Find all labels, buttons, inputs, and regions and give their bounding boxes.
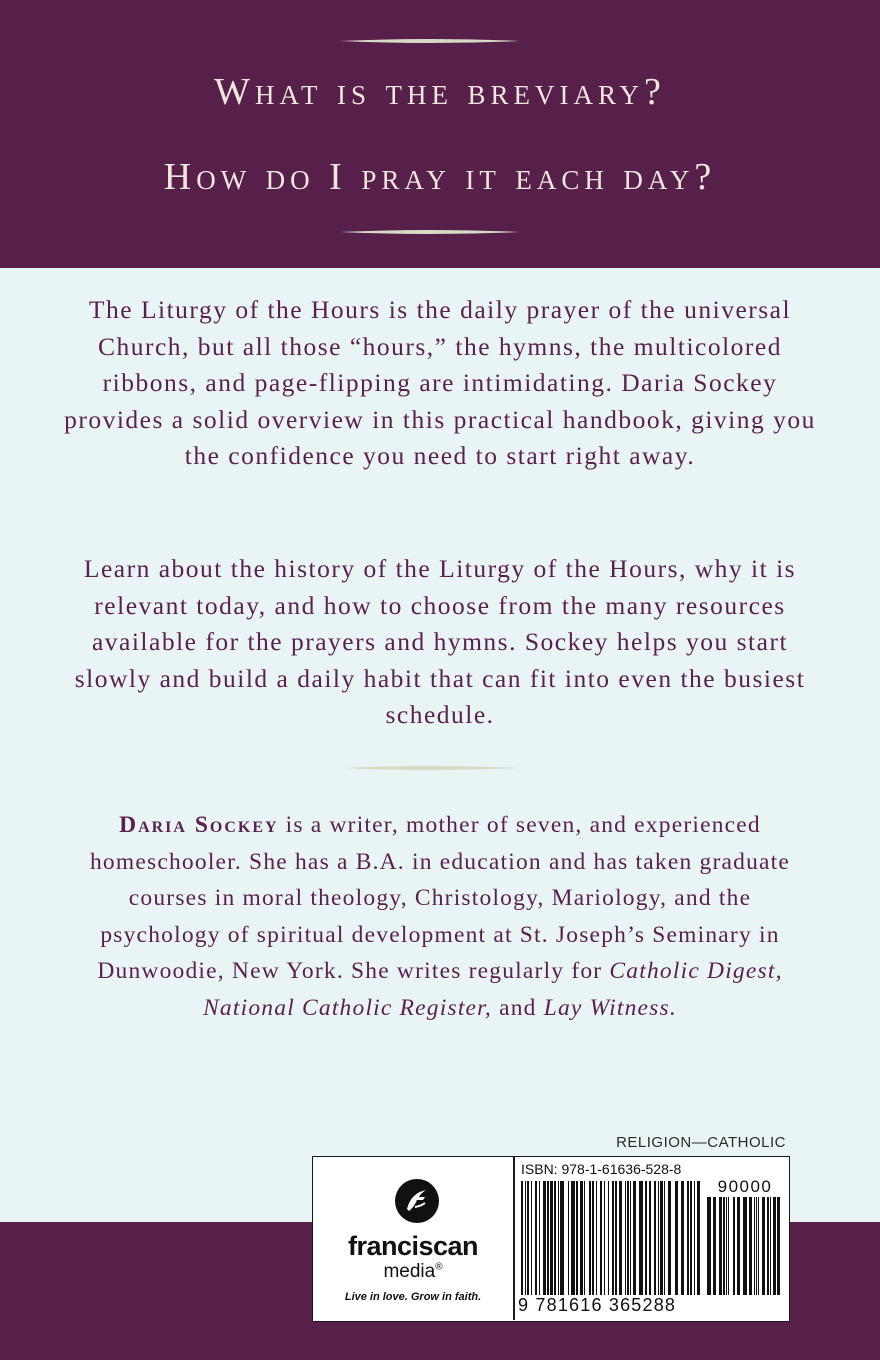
trademark-symbol: ® xyxy=(435,1261,443,1273)
publisher-media-word: media xyxy=(383,1261,436,1282)
label-divider xyxy=(513,1157,515,1320)
isbn-label: ISBN: 978-1-61636-528-8 xyxy=(521,1161,682,1177)
publisher-name: franciscan xyxy=(347,1231,479,1261)
category-label: RELIGION—CATHOLIC xyxy=(616,1134,786,1151)
top-ornament-rule xyxy=(340,38,520,44)
barcode-addon-digits: 90000 xyxy=(717,1177,773,1196)
description-paragraph-1: The Liturgy of the Hours is the daily prayer of the universal Church, but all those “hours,” the hymns, the multicolored ribbons, and page-flipping are intimidating. Daria Sockey provides a solid overview in this practical handbook, giving you the confidence you need to start right away. xyxy=(64,295,816,470)
publication-lay-witness: Lay Witness. xyxy=(543,994,677,1021)
barcode-addon xyxy=(707,1197,783,1295)
author-name: Daria Sockey xyxy=(119,812,279,838)
top-banner xyxy=(0,0,880,268)
franciscan-media-logo-icon xyxy=(395,1179,439,1223)
bio-text-1: is a writer, mother of seven, and experienced homeschooler. She has a B.A. in education and has taken graduate courses in moral theology, Christology, Mariology, and the psychology of spiritual development at St. Joseph’s Seminary in Dunwoodie, New York. She writes regularly for xyxy=(89,812,791,984)
bottom-ornament-rule xyxy=(340,229,520,235)
publication-catholic-digest: Catholic Digest, xyxy=(609,958,783,984)
publisher-barcode-label xyxy=(312,1156,790,1322)
headline-line-2: How do I pray it each day? xyxy=(163,156,717,198)
publication-national-catholic-register: National Catholic Register, xyxy=(203,994,493,1021)
middle-ornament-rule xyxy=(340,765,520,771)
publisher-media xyxy=(313,1261,513,1283)
barcode-main xyxy=(521,1181,701,1295)
publisher-tagline: Live in love. Grow in faith. xyxy=(344,1291,482,1303)
description-paragraph-2: Learn about the history of the Liturgy of the Hours, why it is relevant today, and how to choose from the many resources available for the prayers and hymns. Sockey helps you start slowly and build a daily habit that can fit into even the busiest schedule. xyxy=(74,554,806,729)
headline-line-1: What is the breviary? xyxy=(214,71,666,113)
bio-text-3: and xyxy=(492,994,544,1021)
author-bio xyxy=(70,807,810,1026)
barcode-digits: 9 781616 365288 xyxy=(518,1295,677,1315)
